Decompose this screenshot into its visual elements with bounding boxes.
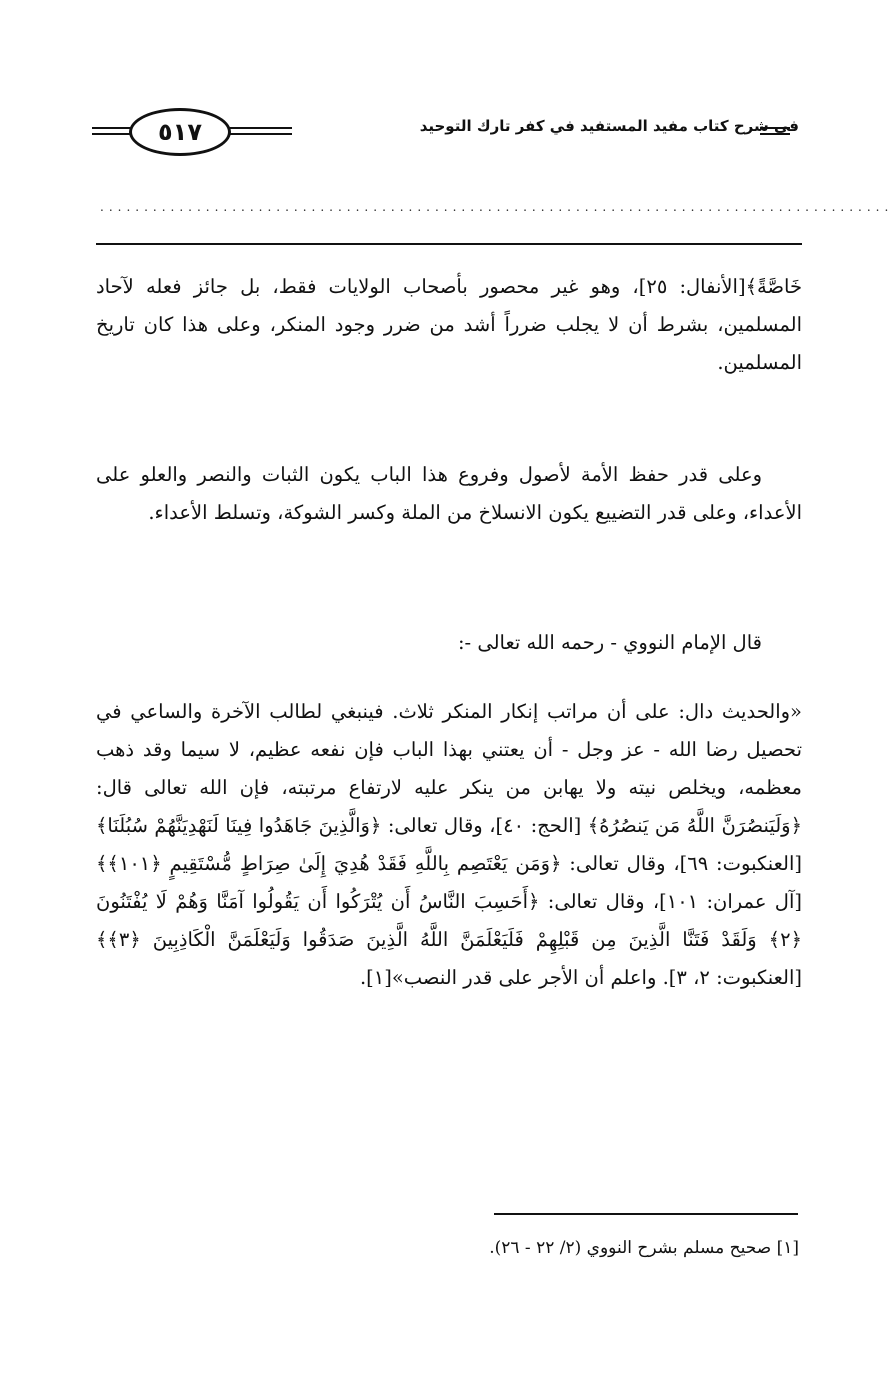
page-number: ٥١٧ (129, 108, 231, 156)
header-rule-mid (230, 127, 292, 129)
paragraph-1-text: خَاصَّةً﴾[الأنفال: ٢٥]، وهو غير محصور بأصحاب الولايات فقط، بل جائز فعله لآحاد المسلمين، بشرط أن لا يجلب ضرراً أشد من ضرر وجود المنكر، وعلى هذا كان تاريخ المسلمين. (96, 275, 802, 374)
header-rule-left (92, 127, 130, 129)
footnote: [١] صحيح مسلم بشرح النووي (٢/ ٢٢ - ٢٦). (489, 1238, 799, 1258)
quotation-paragraph (96, 693, 802, 997)
dotted-separator: .......................................................................................... (100, 200, 893, 214)
quotation-text: «والحديث دال: على أن مراتب إنكار المنكر ثلاث. فينبغي لطالب الآخرة والساعي في تحصيل رضا الله - عز وجل - أن يعتني بهذا الباب فإن نفعه عظيم، لا سيما وقد ذهب معظمه، ويخلص نيته ولا يهابن من ينكر عليه لارتفاع مرتبته، فإن الله تعالى قال: ﴿وَلَيَنصُرَنَّ اللَّهُ مَن يَنصُرُهُ﴾ [الحج: ٤٠]، وقال تعالى: ﴿وَالَّذِينَ جَاهَدُوا فِينَا لَنَهْدِيَنَّهُمْ سُبُلَنَا﴾ [العنكبوت: ٦٩]، وقال تعالى: ﴿وَمَن يَعْتَصِم بِاللَّهِ فَقَدْ هُدِيَ إِلَىٰ صِرَاطٍ مُّسْتَقِيمٍ ﴿١٠١﴾﴾ [آل عمران: ١٠١]، وقال تعالى: ﴿أَحَسِبَ النَّاسُ أَن يُتْرَكُوا أَن يَقُولُوا آمَنَّا وَهُمْ لَا يُفْتَنُونَ ﴿٢﴾ وَلَقَدْ فَتَنَّا الَّذِينَ مِن قَبْلِهِمْ فَلَيَعْلَمَنَّ اللَّهُ الَّذِينَ صَدَقُوا وَلَيَعْلَمَنَّ الْكَاذِبِينَ ﴿٣﴾﴾ [العنكبوت: ٢، ٣]. واعلم أن الأجر على قدر النصب»[١]. (96, 700, 802, 989)
header-rule-mid-2 (230, 133, 292, 135)
paragraph-2-text: وعلى قدر حفظ الأمة لأصول وفروع هذا الباب يكون الثبات والنصر والعلو على الأعداء، وعلى قدر التضييع يكون الانسلاخ من الملة وكسر الشوكة، وتسلط الأعداء. (96, 463, 802, 524)
footnote-rule (494, 1213, 798, 1215)
running-header-title: في شرح كتاب مفيد المستفيد في كفر تارك التوحيد (419, 117, 799, 135)
paragraph-2 (96, 456, 802, 532)
paragraph-3 (96, 624, 802, 662)
paragraph-3-text: قال الإمام النووي - رحمه الله تعالى -: (457, 631, 762, 654)
top-rule (96, 243, 802, 245)
paragraph-1 (96, 268, 802, 382)
header-rule-left-2 (92, 133, 130, 135)
